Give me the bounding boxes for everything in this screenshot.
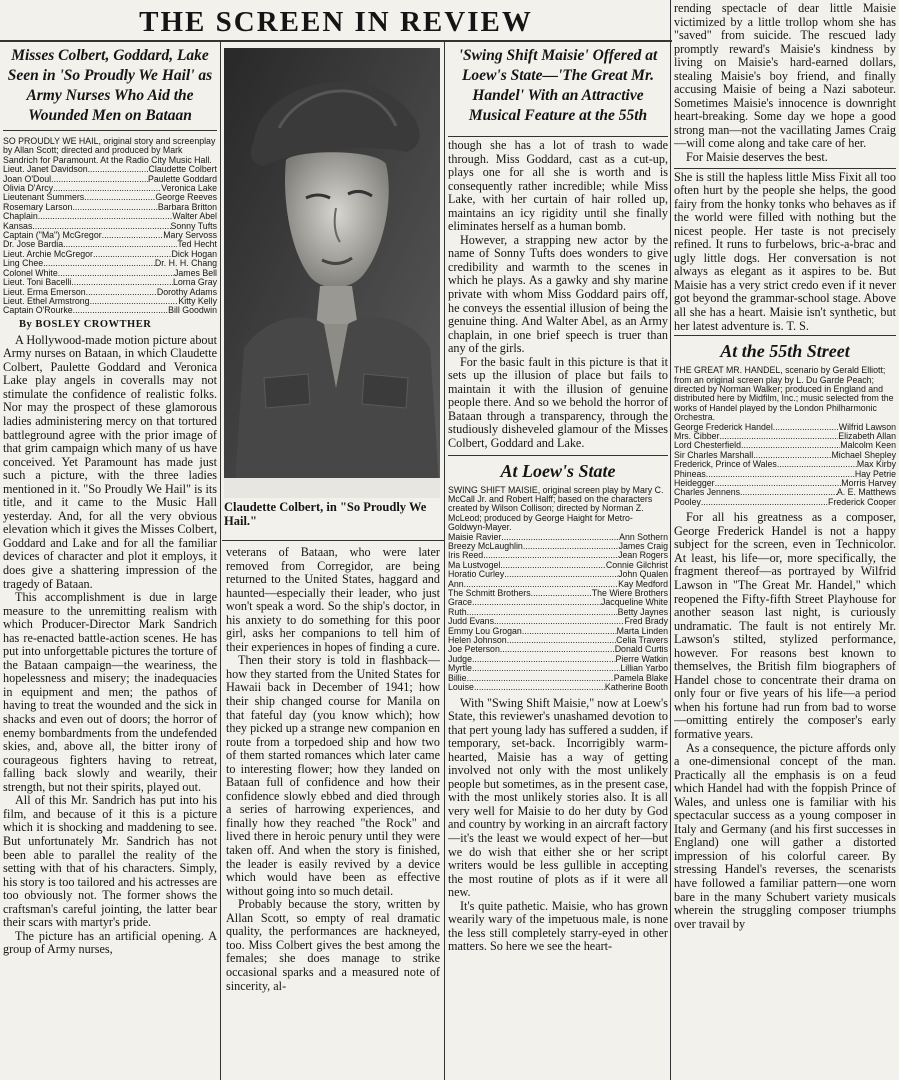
credits-intro: SWING SHIFT MAISIE, original screen play by Mary C. McCall Jr. and Robert Halff; based on the characters created by Wilson Collison; directed by Norman Z. McLeod; produced by George Haight for Metro-Goldwyn-Mayer. [448, 484, 664, 533]
headline-so-proudly: Misses Colbert, Goddard, Lake Seen in 'So Proudly We Hail' as Army Nurses Who Aid the Wounded Men on Bataan [7, 47, 213, 124]
credits-intro: THE GREAT MR. HANDEL, scenario by Gerald Elliott; from an original screen play by L. Du Garde Peach; directed by Norman Walker; produced in England and distributed here by Midfilm, Inc.; music selected from the works of Handel played by the London Philharmonic Orchestra. [674, 365, 894, 423]
paragraph: Probably because the story, written by Allan Scott, so empty of real dramatic quality, the performances are hackneyed, too. Miss Colbert gives the best among the females; she does manage to strike occasional sparks and a measured note of sincerity, al- [226, 897, 440, 993]
cast-row: Chaplain ..... Walter Abel [3, 212, 217, 221]
review-body-continued-2 [448, 139, 668, 451]
cast-row: The Schmitt Brothers ..... The Wiere Brothers [448, 589, 668, 598]
paragraph: veterans of Bataan, who were later removed from Corregidor, are being returned to the United States, haggard and haunted—especially their leader, who just won't speak a word. So the ship's doctor, in his anxiety to do something for this poor girl, asks her companions to tell him of their experiences in hopes of finding a cure. [226, 546, 440, 654]
review-body-continued [226, 546, 440, 993]
paragraph: A Hollywood-made motion picture about Army nurses on Bataan, in which Claudette Colbert, Paulette Goddard and Veronica Lake play angels in coveralls may not stimulate the confidence of realistic folks. Nor may the prospect of these glamorous ladies administering mercy on that tortured battleground agree with the prior image of that grim campaign which many of us have conceived. Yet Paramount has made just such a picture, with the three ladies mentioned in it. "So Proudly We Hail" is its title, and it came to the Music Hall yesterday. And, for all the very obvious elevation which it gives the Misses Colbert, Goddard and Lake and for all the familiar devices of character and plot it employs, it does give a shattering impression of the tragedy of Bataan. [3, 332, 217, 591]
paragraph: As a consequence, the picture affords only a one-dimensional concept of the man. Practically all the emphasis is on a feud which Handel had with the foppish Prince of Wales, and unless one is familiar with his spectacular success as a young composer in Italy and Germany (and his first successes in England) one will gather a distorted impression of his colorful career. By stressing Handel's reverses, the scenarists have followed a familiar pattern—one worn bare in the many Schubert variety musicals wherein the struggling composer triumphs over travail by [674, 740, 896, 931]
review-body-handel [674, 511, 896, 931]
cast-row: Judd Evans ..... Fred Brady [448, 617, 668, 626]
cast-row: Ma Lustvogel ..... Connie Gilchrist [448, 561, 668, 570]
cast-row: Lieut. Janet Davidson ..... Claudette Colbert [3, 165, 217, 174]
paragraph: However, a strapping new actor by the name of Sonny Tufts does wonders to give credibility and warmth to the scenes in which he plays. As a gawky and shy marine private with whom Miss Goddard pairs off, he conveys the essential illusion of being the genuine thing. And Walter Abel, as an Army chaplain, in one brief speech is truer than any of the girls. [448, 232, 668, 356]
cast-row: Charles Jennens ..... A. E. Matthews [674, 488, 896, 497]
masthead-rule [0, 40, 672, 42]
paragraph: For the basic fault in this picture is that it sets up the illusion of place but fails to maintain it with the illusion of genuine people there. And so we behold the horror of Bataan through a transparency, through the studiously disheveled glamour of the Misses Colbert, Goddard and Lake. [448, 354, 668, 451]
paragraph: The picture has an artificial opening. A group of Army nurses, [3, 928, 217, 957]
cast-row: Lieutenant Summers ..... George Reeves [3, 193, 217, 202]
paragraph: For Maisie deserves the best. [686, 150, 828, 165]
cast-row: Horatio Curley ..... John Qualen [448, 570, 668, 579]
cast-row: Phineas ..... Hay Petrie [674, 470, 896, 479]
cast-row: Mrs. Cibber ..... Elizabeth Allan [674, 432, 896, 441]
review-body-swing-shift [448, 697, 668, 954]
cast-list-so-proudly [3, 165, 217, 316]
section-title: THE SCREEN IN REVIEW [139, 6, 533, 38]
cast-row: Dr. Jose Bardia ..... Ted Hecht [3, 240, 217, 249]
cast-row: Frederick, Prince of Wales ..... Max Kirby [674, 460, 896, 469]
review-body-swing-shift-continued [674, 2, 896, 165]
cast-row: Breezy McLaughlin ..... James Craig [448, 542, 668, 551]
cast-row: Lieut. Toni Bacelli ..... Lorna Gray [3, 278, 217, 287]
cast-row: Lieut. Erma Emerson ..... Dorothy Adams [3, 288, 217, 297]
column-rule-3 [670, 0, 671, 1080]
subhead-loews-state: At Loew's State [500, 460, 616, 481]
paragraph: She is still the hapless little Miss Fixit all too often hurt by the people she helps, the good fairy from the honky tonks who behaves as if the world were filled with nothing but the nicest people. Her taste is not precisely refined. It runs to furbelows, bric-a-brac and ugly little dogs. Her conversation is not always as elegant as it aspires to be. But Maisie has a very strict credo even if it never got beyond the grammar-school stage. Above all she has a heart. Maisie isn't synthetic, but her latest adventure is. T. S. [674, 169, 896, 333]
subhead-55th-street: At the 55th Street [720, 341, 850, 362]
paragraph: Then their story is told in flashback—how they started from the United States for Hawaii back in December of 1941; how their ship changed course for Manila on that fateful day (you know which); how they picked up a strange new companion en route from a torpedoed ship and how two of them started romances which later came to interesting flower; how they landed on Bataan full of confidence and how their confidence slowly ebbed and died through a series of harrowing experiences, and finally how they reached "the Rock" and lived there in heroic penury until they were taken off. And when the story is finished, the leader is easily revived by a device which would have been as effective without going into so much detail. [226, 653, 440, 898]
column-rule-1 [220, 42, 221, 1080]
headline-rule [3, 130, 217, 131]
paragraph: though she has a lot of trash to wade through. Miss Goddard, cast as a cut-up, plays one for all she is worth and is consequently rather incredible; while Miss Lake, with her curtain of hair rolled up, maintains an icy rigidity until she finally eliminates herself as a human bomb. [448, 138, 668, 234]
section-rule [448, 455, 668, 456]
portrait-image [224, 48, 440, 498]
cast-row: Joan O'Doul ..... Paulette Goddard [3, 175, 217, 184]
boxed-continuation [674, 168, 896, 337]
cast-row: Captain O'Rourke ..... Bill Goodwin [3, 306, 217, 315]
column-2 [226, 546, 440, 1080]
cast-row: Rosemary Larson ..... Barbara Britton [3, 203, 217, 212]
cast-row: Iris Reed ..... Jean Rogers [448, 551, 668, 560]
photo-claudette-colbert [224, 48, 440, 532]
cast-row: George Frederick Handel ..... Wilfrid Lawson [674, 423, 896, 432]
cast-row: Olivia D'Arcy ..... Veronica Lake [3, 184, 217, 193]
cast-list-swing-shift [448, 533, 668, 693]
cast-row: Ann ..... Kay Medford [448, 580, 668, 589]
cast-row: Grace ..... Jacqueline White [448, 598, 668, 607]
cast-row: Kansas ..... Sonny Tufts [3, 222, 217, 231]
cast-row: Louise ..... Katherine Booth [448, 683, 668, 692]
headline-swing-shift: 'Swing Shift Maisie' Offered at Loew's State—'The Great Mr. Handel' With an Attractive Musical Feature at the 55th [458, 47, 658, 124]
paragraph: For all his greatness as a composer, George Frederick Handel is not a happy subject for the screen, even in Technicolor. At least, his life—or, more specifically, the fragment thereof—as portrayed by Wilfrid Lawson in "The Great Mr. Handel," which reopened the Fifty-fifth Street Playhouse for another season last night, is curiously undramatic. The fault is not entirely Mr. Lawson's stilted, stylized performance, however. For reasons best known to themselves, the British film biographers of Handel chose to concentrate their drama on only four or five years of his life—a period when his fortune had run from bad to worse—omitting entirely the composer's early formative years. [674, 510, 896, 741]
cast-row: Ling Chee ..... Dr. H. H. Chang [3, 259, 217, 268]
cast-row: Lieut. Archie McGregor ..... Dick Hogan [3, 250, 217, 259]
column-1 [3, 46, 217, 1080]
review-body-so-proudly [3, 334, 217, 957]
cast-row: Helen Johnson ..... Celia Travers [448, 636, 668, 645]
cast-row: Captain ("Ma") McGregor ..... Mary Servoss [3, 231, 217, 240]
credits-intro: SO PROUDLY WE HAIL, original story and screenplay by Allan Scott; directed and produced by Mark Sandrich for Paramount. At the Radio City Music Hall. [3, 136, 216, 165]
column-3 [448, 46, 668, 1080]
cast-row: Lord Chesterfield ..... Malcolm Keen [674, 441, 896, 450]
cast-row: Sir Charles Marshall ..... Michael Shepley [674, 451, 896, 460]
cast-row: Judge ..... Pierre Watkin [448, 655, 668, 664]
cast-row: Myrtle ..... Lillian Yarbo [448, 664, 668, 673]
paragraph: With "Swing Shift Maisie," now at Loew's State, this reviewer's unashamed devotion to that pert young lady has suffered a sudden, if temporary, set-back. Incorrigibly warm-hearted, Maisie has a way of getting involved not only with the most unlikely people but sometimes, as in the present case, with the most unlikely stories also. It is all very well for Maisie to do her duty by God and country by working in an aircraft factory—it's the least we would expect of her—but we do wish that either she or her script writers would be less gullible in accepting the most routine of plots as if it were all new. [448, 695, 668, 900]
cast-row: Pooley ..... Frederick Cooper [674, 498, 896, 507]
cast-row: Colonel White ..... James Bell [3, 269, 217, 278]
cast-row: Joe Peterson ..... Donald Curtis [448, 645, 668, 654]
cast-list-handel [674, 423, 896, 508]
cast-row: Maisie Ravier ..... Ann Sothern [448, 533, 668, 542]
paragraph: It's quite pathetic. Maisie, who has grown wearily wary of the impetuous male, is none the less still completely starry-eyed in other matters. So here we see the heart- [448, 898, 668, 954]
cast-row: Heidegger ..... Morris Harvey [674, 479, 896, 488]
photo-caption: Claudette Colbert, in "So Proudly We Hail." [224, 500, 427, 528]
paragraph: This accomplishment is due in large measure to the unremitting realism with which Producer-Director Mark Sandrich has re-enacted battle-action scenes. He has put into unforgettable pictures the torture of the Bataan campaign—the weariness, the hopelessness and misery; the inadequacies in equipment and men; the pathos of having to treat the wounded and the sick in shacks and even out of doors; the horror of enemy bombardments from the undefended skies, and, above all, the bitter irony of courageous fighters having to retreat, falling back slowly and wearily, their strength, but not their spirits, played out. [3, 590, 217, 794]
photo-rule [222, 540, 444, 541]
cast-row: Billie ..... Pamela Blake [448, 674, 668, 683]
cast-row: Emmy Lou Grogan ..... Marta Linden [448, 627, 668, 636]
headline-rule [448, 136, 668, 137]
cast-row: Lieut. Ethel Armstrong ..... Kitty Kelly [3, 297, 217, 306]
paragraph: All of this Mr. Sandrich has put into his film, and because of it this is a picture which it is shocking and maddening to see. But unfortunately Mr. Sandrich has not been able to parallel the reality of the setting with that of his characters. Simply, his story is too tailored and his actresses are too obviously not. The former shows the craftsman's careful jointing, the latter bear their scars with martyr's pride. [3, 793, 217, 930]
cast-row: Ruth ..... Betty Jaynes [448, 608, 668, 617]
column-rule-2 [444, 42, 445, 1080]
byline: By BOSLEY CROWTHER [19, 318, 152, 330]
paragraph: rending spectacle of dear little Maisie victimized by a little trollop whom she has "saved" from suicide. The rescued lady promptly reward's Maisie's kindness by living on Maisie's hard-earned dollars, stealing Maisie's boy friend, and finally accusing Maisie of being a Nazi saboteur. Sometimes Maisie's innocence is downright heart-breaking. Some day we hope a good strong man—not the vacillating James Craig—will come along and take care of her. [674, 2, 896, 151]
column-4 [674, 2, 896, 1080]
